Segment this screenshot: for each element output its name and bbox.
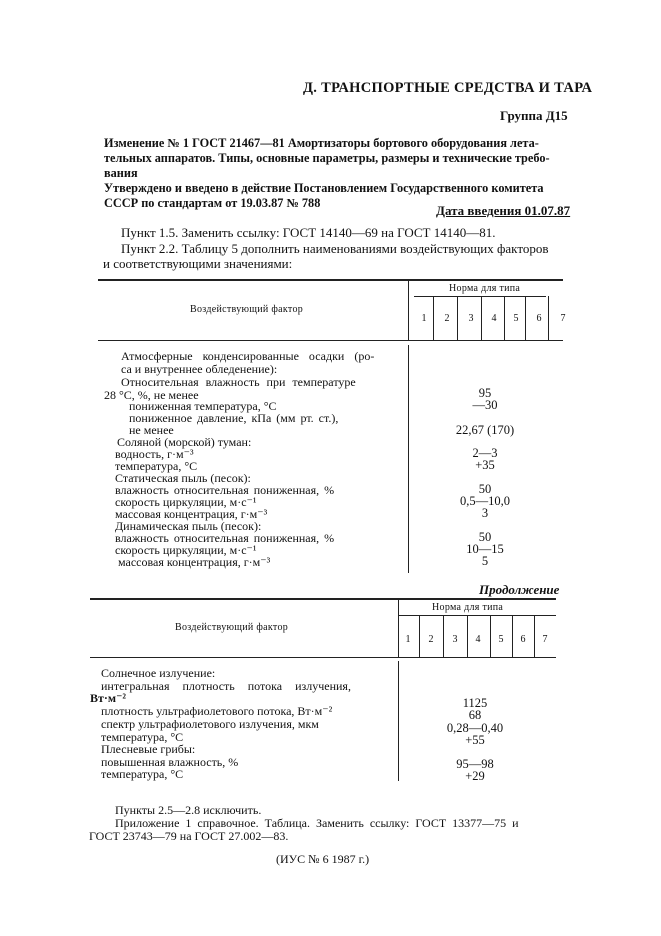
table-2-type-number: 1 xyxy=(405,634,411,645)
table-2-type-number: 5 xyxy=(498,634,504,645)
table-1-value: 95 xyxy=(478,386,492,400)
effective-date: Дата введения 01.07.87 xyxy=(436,203,571,218)
publication-index: (ИУС № 6 1987 г.) xyxy=(276,852,370,866)
table-1-factor: скорость циркуляции, м·с⁻¹ xyxy=(115,543,257,557)
table-1-factor: са и внутреннее обледенение): xyxy=(121,362,278,376)
table-1-factor: скорость циркуляции, м·с⁻¹ xyxy=(115,495,257,509)
table-2-type-number: 2 xyxy=(428,634,434,645)
table-1-factor: 28 °С, %, не менее xyxy=(104,388,199,402)
table-2-value: 68 xyxy=(468,708,482,722)
table-2-type-number: 6 xyxy=(520,634,526,645)
table-2-factor: спектр ультрафиолетового излучения, мкм xyxy=(101,717,319,731)
table-1-value: 0,5—10,0 xyxy=(460,494,510,508)
table-1-value: 50 xyxy=(478,530,492,544)
table-1-factor: влажность относительная пониженная, % xyxy=(115,483,335,497)
paragraph-1: Пункт 1.5. Заменить ссылку: ГОСТ 14140—69 на ГОСТ 14140—81. xyxy=(121,225,496,240)
table-1-body-divider xyxy=(408,345,409,573)
table-1-value: 5 xyxy=(481,554,489,568)
table-2-type-number: 7 xyxy=(542,634,548,645)
continuation-label: Продолжение xyxy=(479,582,560,597)
table-1-col-sep xyxy=(481,296,482,340)
table-1-factor: Статическая пыль (песок): xyxy=(115,471,251,485)
table-2-header-rule xyxy=(90,657,556,658)
table-1-value: 50 xyxy=(478,482,492,496)
table-1-value: 3 xyxy=(481,506,489,520)
table-1-factor: Относительная влажность при температуре xyxy=(121,375,356,389)
table-1-col-sep xyxy=(457,296,458,340)
table-2-factor: Вт·м⁻² xyxy=(90,691,127,705)
footer-paragraph-1: Пункты 2.5—2.8 исключить. xyxy=(115,803,262,817)
table-1-header-rule xyxy=(98,340,563,341)
paragraph-2-line-1: Пункт 2.2. Таблицу 5 дополнить наименованиями воздействующих факторов xyxy=(121,241,549,256)
table-1-type-number: 1 xyxy=(421,313,427,324)
table-2-type-number: 4 xyxy=(475,634,481,645)
table-2-type-number: 3 xyxy=(452,634,458,645)
table-1-factor-header: Воздействующий фактор xyxy=(190,304,304,315)
table-2-factor: плотность ультрафиолетового потока, Вт·м⁻² xyxy=(101,704,333,718)
table-1-factor: Динамическая пыль (песок): xyxy=(115,519,262,533)
table-2-value: 1125 xyxy=(462,696,488,710)
table-1-factor: влажность относительная пониженная, % xyxy=(115,531,335,545)
table-2-factor: интегральная плотность потока излучения, xyxy=(101,679,351,693)
table-1-factor: Атмосферные конденсированные осадки (ро- xyxy=(121,349,375,363)
table-2-value: +55 xyxy=(465,733,485,747)
approval-line-1: Утверждено и введено в действие Постановлением Государственного комитета xyxy=(104,181,544,195)
title-line-1: Изменение № 1 ГОСТ 21467—81 Амортизаторы бортового оборудования лета- xyxy=(104,136,539,150)
table-1-value: —30 xyxy=(472,398,498,412)
title-line-3: вания xyxy=(104,166,138,180)
table-1-value: 10—15 xyxy=(466,542,504,556)
table-1-type-number: 3 xyxy=(468,313,474,324)
table-2-divider xyxy=(398,600,399,657)
title-line-2: тельных аппаратов. Типы, основные параметры, размеры и технические требо- xyxy=(104,151,550,165)
table-1-top-rule xyxy=(98,279,563,281)
table-1-factor: Соляной (морской) туман: xyxy=(117,435,252,449)
table-1-type-number: 5 xyxy=(513,313,519,324)
paragraph-2-line-2: и соответствующими значениями: xyxy=(103,256,293,271)
table-1-factor: температура, °С xyxy=(115,459,198,473)
table-1-factor: пониженная температура, °С xyxy=(129,399,277,413)
table-1-divider xyxy=(408,280,409,340)
table-2-factor-header: Воздействующий фактор xyxy=(175,622,289,633)
table-2-value: +29 xyxy=(465,769,485,783)
table-1-value: +35 xyxy=(475,458,495,472)
table-2-factor: Солнечное излучение: xyxy=(101,666,216,680)
table-1-type-number: 7 xyxy=(560,313,566,324)
table-2-body-divider xyxy=(398,661,399,781)
table-1-factor: не менее xyxy=(129,423,174,437)
table-2-value: 95—98 xyxy=(456,757,494,771)
section-title: Д. ТРАНСПОРТНЫЕ СРЕДСТВА И ТАРА xyxy=(303,80,593,96)
table-1-factor: пониженное давление, кПа (мм рт. ст.), xyxy=(129,411,339,425)
table-2-factor: Плесневые грибы: xyxy=(101,742,196,756)
table-1-factor: водность, г·м⁻³ xyxy=(115,447,194,461)
table-1-col-sep xyxy=(504,296,505,340)
table-1-type-number: 2 xyxy=(444,313,450,324)
table-2-col-sep xyxy=(443,615,444,657)
table-1-value: 22,67 (170) xyxy=(455,423,515,437)
footer-paragraph-2-line-1: Приложение 1 справочное. Таблица. Заменить ссылку: ГОСТ 13377—75 и xyxy=(115,816,519,830)
table-1-norm-header: Норма для типа xyxy=(449,283,521,294)
table-2-norm-rule xyxy=(398,615,556,616)
table-2-norm-header: Норма для типа xyxy=(432,602,504,613)
table-1-factor: массовая концентрация, г·м⁻³ xyxy=(115,507,268,521)
table-1-type-number: 6 xyxy=(536,313,542,324)
table-2-top-rule xyxy=(90,598,556,600)
table-1-type-number: 4 xyxy=(491,313,497,324)
table-2-factor: температура, °С xyxy=(101,730,184,744)
table-2-value: 0,28—0,40 xyxy=(446,721,504,735)
table-1-value: 2—3 xyxy=(472,446,498,460)
table-2-factor: температура, °С xyxy=(101,767,184,781)
group-label: Группа Д15 xyxy=(500,108,568,123)
table-1-factor: массовая концентрация, г·м⁻³ xyxy=(118,555,271,569)
table-2-factor: повышенная влажность, % xyxy=(101,755,239,769)
footer-paragraph-2-line-2: ГОСТ 23743—79 на ГОСТ 27.002—83. xyxy=(89,829,289,843)
approval-line-2: СССР по стандартам от 19.03.87 № 788 xyxy=(104,196,321,210)
table-2-col-sep xyxy=(419,615,420,657)
